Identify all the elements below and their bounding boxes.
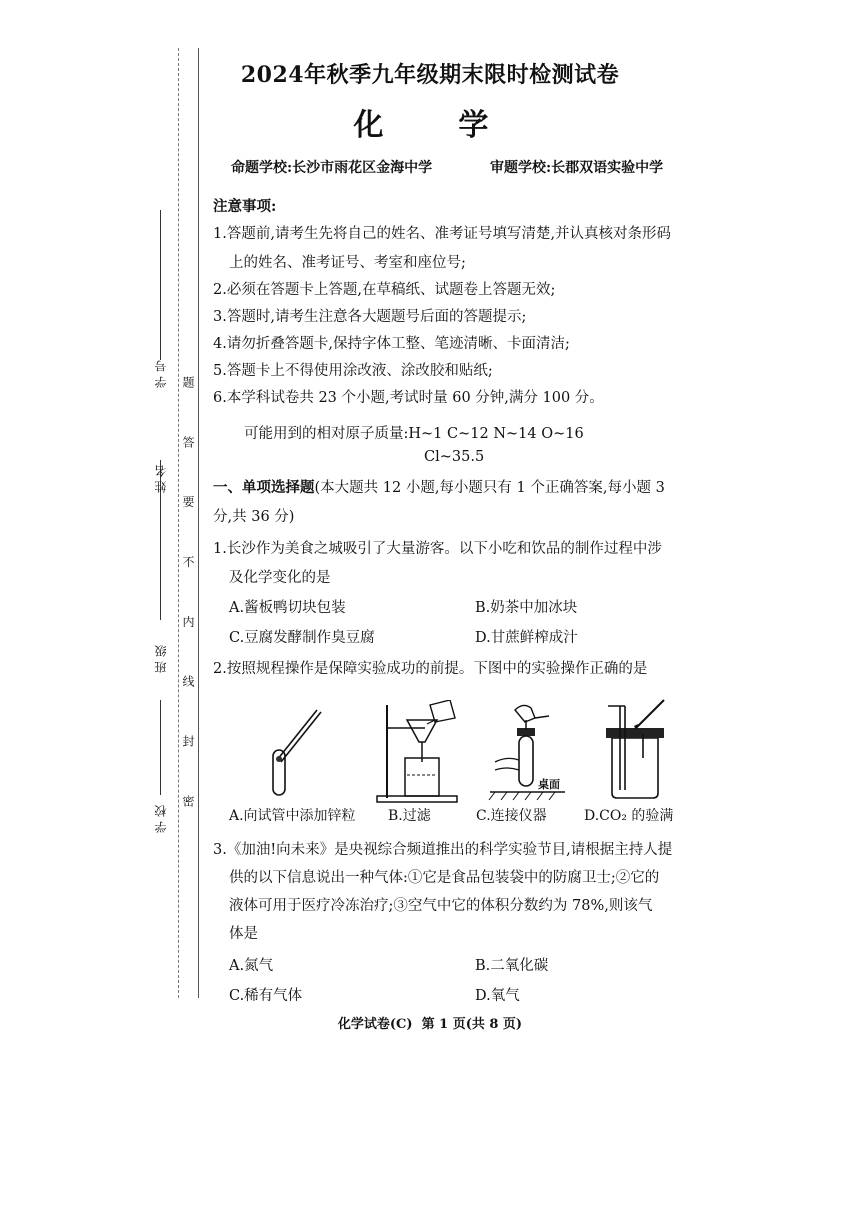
q3-stem: 3.《加油!向未来》是央视综合频道推出的科学实验节目,请根据主持人提 <box>213 842 673 858</box>
subject-title: 化 学 <box>353 108 507 143</box>
student-number-label: 学 号 <box>154 360 168 388</box>
q3-option-a[interactable]: A.氮气 <box>229 958 274 974</box>
q1-option-c[interactable]: C.豆腐发酵制作臭豆腐 <box>229 630 375 646</box>
exam-title: 2024年秋季九年级期末限时检测试卷 <box>240 62 620 88</box>
figure-b-filtration <box>375 700 475 805</box>
q2-option-a[interactable]: A.向试管中添加锌粒 <box>229 808 356 824</box>
section-title: 一、单项选择题 <box>213 479 315 496</box>
notice-item-1-cont: 上的姓名、准考证号、考室和座位号; <box>229 255 466 271</box>
notice-item-4: 4.请勿折叠答题卡,保持字体工整、笔迹清晰、卡面清洁; <box>213 336 570 352</box>
q1-option-d[interactable]: D.甘蔗鲜榨成汁 <box>475 630 578 646</box>
q3-stem-cont-3: 体是 <box>229 926 258 942</box>
atomic-mass-line-1: 可能用到的相对原子质量:H~1 C~12 N~14 O~16 <box>244 426 584 442</box>
figure-a-add-zinc <box>255 700 335 800</box>
q2-option-d[interactable]: D.CO₂ 的验满 <box>584 808 674 824</box>
q1-option-a[interactable]: A.酱板鸭切块包装 <box>229 600 346 616</box>
q2-option-c[interactable]: C.连接仪器 <box>476 808 547 824</box>
notice-item-6: 6.本学科试卷共 23 个小题,考试时量 60 分钟,满分 100 分。 <box>213 390 604 406</box>
q3-stem-cont-1: 供的以下信息说出一种气体:①它是食品包装袋中的防腐卫士;②它的 <box>229 870 660 886</box>
section-heading <box>213 476 665 497</box>
atomic-mass-line-2: Cl~35.5 <box>424 449 485 465</box>
notice-item-3: 3.答题时,请考生注意各大题题号后面的答题提示; <box>213 309 527 325</box>
class-label: 班 级 <box>154 645 168 673</box>
q3-option-c[interactable]: C.稀有气体 <box>229 988 303 1004</box>
name-field[interactable] <box>150 400 172 550</box>
q3-option-b[interactable]: B.二氧化碳 <box>475 958 549 974</box>
figure-d-co2-test <box>598 698 678 803</box>
school-field[interactable] <box>150 700 172 850</box>
binding-dashed-line <box>178 48 179 998</box>
notice-item-2: 2.必须在答题卡上答题,在草稿纸、试题卷上答题无效; <box>213 282 556 298</box>
figure-c-connect-apparatus <box>485 700 575 805</box>
notice-item-5: 5.答题卡上不得使用涂改液、涂改胶和贴纸; <box>213 363 493 379</box>
seal-line-text: 题 答 要 不 内 线 封 密 <box>181 376 195 829</box>
class-field[interactable] <box>150 550 172 720</box>
section-desc-cont: 分,共 36 分) <box>213 509 295 525</box>
binding-solid-line <box>198 48 199 998</box>
section-desc: (本大题共 12 小题,每小题只有 1 个正确答案,每小题 3 <box>314 480 665 496</box>
q3-option-d[interactable]: D.氧气 <box>475 988 520 1004</box>
q1-option-b[interactable]: B.奶茶中加冰块 <box>475 600 578 616</box>
notice-heading: 注意事项: <box>213 198 277 215</box>
name-label: 姓 名 <box>154 465 168 493</box>
table-surface-label: 桌面 <box>538 778 560 791</box>
q2-stem: 2.按照规程操作是保障实验成功的前提。下图中的实验操作正确的是 <box>213 661 648 677</box>
student-number-field[interactable] <box>150 200 172 390</box>
q1-stem-cont: 及化学变化的是 <box>229 570 331 586</box>
page-footer: 化学试卷(C) 第 1 页(共 8 页) <box>337 1017 523 1032</box>
q2-option-b[interactable]: B.过滤 <box>388 808 431 824</box>
q1-stem: 1.长沙作为美食之城吸引了大量游客。以下小吃和饮品的制作过程中涉 <box>213 541 662 557</box>
notice-item-1: 1.答题前,请考生先将自己的姓名、准考证号填写清楚,并认真核对条形码 <box>213 226 672 242</box>
q3-stem-cont-2: 液体可用于医疗冷冻治疗;③空气中它的体积分数约为 78%,则该气 <box>229 898 653 914</box>
school-label: 学 校 <box>154 805 168 833</box>
proposing-school: 命题学校:长沙市雨花区金海中学 <box>231 160 433 176</box>
reviewing-school: 审题学校:长郡双语实验中学 <box>490 160 664 176</box>
